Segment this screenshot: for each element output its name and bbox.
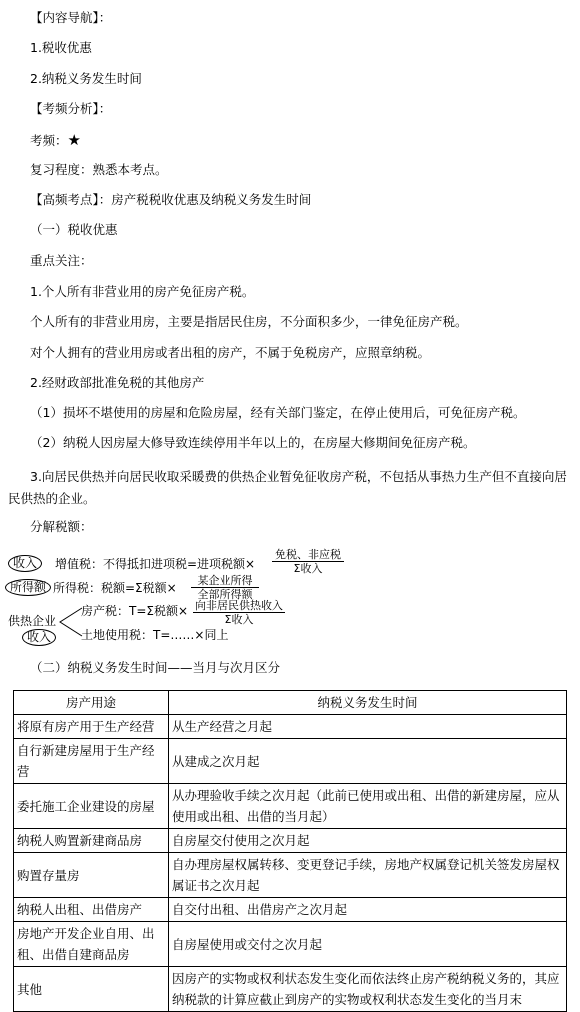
nav-item-2: 2.纳税义务发生时间 <box>30 71 142 86</box>
tax-obligation-table <box>13 690 567 1012</box>
land-tax-formula: 土地使用税：T=……×同上 <box>81 628 229 642</box>
table-header-usage: 房产用途 <box>14 691 169 715</box>
brace-icon <box>56 604 84 640</box>
freq-header: 【考频分析】： <box>30 101 112 116</box>
table-cell-time: 自办理房屋权属转移、变更登记手续，房地产权属登记机关签发房屋权属证书之次月起 <box>169 853 567 898</box>
table-cell-usage: 其他 <box>14 967 169 1012</box>
table-row <box>14 967 567 1012</box>
focus-label: 重点关注： <box>30 253 93 268</box>
star-icon: ★ <box>67 131 81 149</box>
table-row <box>14 829 567 853</box>
income-circle: 所得额 <box>5 579 51 596</box>
item2-title: 2.经财政部批准免税的其他房产 <box>30 375 205 390</box>
property-tax-numerator: 向非居民供热收入 <box>195 599 283 612</box>
table-row <box>14 739 567 784</box>
income-formula: 所得税：税额=Σ税额× <box>53 581 177 595</box>
table-cell-time: 因房产的实物或权利状态发生变化而依法终止房产税纳税义务的，其应纳税款的计算应截止到房产的实物或权利状态发生变化的当月末 <box>169 967 567 1012</box>
table-cell-usage: 纳税人购置新建商品房 <box>14 829 169 853</box>
freq-label: 考频： <box>30 133 68 148</box>
table-cell-time: 自房屋使用或交付之次月起 <box>169 922 567 967</box>
item3-text: 3.向居民供热并向居民收取采暖费的供热企业暂免征收房产税，不包括从事热力生产但不直接向居民供热的企业。 <box>8 469 567 506</box>
hot-point: 【高频考点】：房产税税收优惠及纳税义务发生时间 <box>30 192 312 207</box>
review-level: 复习程度：熟悉本考点。 <box>30 162 168 177</box>
item1-p2: 对个人拥有的营业用房或者出租的房产，不属于免税房产，应照章纳税。 <box>30 345 431 360</box>
item2-p1: （1）损坏不堪使用的房屋和危险房屋，经有关部门鉴定，在停止使用后，可免征房产税。 <box>30 405 526 420</box>
freq-line <box>30 131 81 150</box>
table-row <box>14 853 567 898</box>
vat-denominator: Σ收入 <box>293 562 323 575</box>
table-cell-time: 自交付出租、出借房产之次月起 <box>169 898 567 922</box>
nav-header: 【内容导航】： <box>30 10 112 25</box>
vat-fraction <box>272 548 344 575</box>
table-cell-usage: 购置存量房 <box>14 853 169 898</box>
table-row <box>14 898 567 922</box>
table-cell-time: 从建成之次月起 <box>169 739 567 784</box>
table-row <box>14 784 567 829</box>
table-cell-usage: 纳税人出租、出借房产 <box>14 898 169 922</box>
income-numerator: 某企业所得 <box>191 574 259 588</box>
item1-title: 1.个人所有非营业用的房产免征房产税。 <box>30 284 255 299</box>
table-row <box>14 715 567 739</box>
table-cell-usage: 委托施工企业建设的房屋 <box>14 784 169 829</box>
table-cell-usage: 房地产开发企业自用、出租、出借自建商品房 <box>14 922 169 967</box>
split-label: 分解税额： <box>30 519 93 534</box>
section1-title: （一）税收优惠 <box>30 222 118 237</box>
income-fraction <box>191 574 259 601</box>
item2-p2: （2）纳税人因房屋大修导致连续停用半年以上的，在房屋大修期间免征房产税。 <box>30 435 476 450</box>
section2-title: （二）纳税义务发生时间——当月与次月区分 <box>30 660 281 675</box>
vat-income-circle: 收入 <box>8 555 42 572</box>
property-tax-formula: 房产税：T=Σ税额× <box>81 604 189 618</box>
table-header-row <box>14 691 567 715</box>
table-cell-time: 从办理验收手续之次月起（此前已使用或出租、出借的新建房屋，应从使用或出租、出借的当月起） <box>169 784 567 829</box>
income-denominator: 全部所得额 <box>197 588 253 601</box>
vat-formula: 增值税：不得抵扣进项税=进项税额× <box>55 557 256 571</box>
table-cell-usage: 将原有房产用于生产经营 <box>14 715 169 739</box>
vat-numerator: 免税、非应税 <box>272 548 344 562</box>
item1-p1: 个人所有的非营业用房，主要是指居民住房，不分面积多少，一律免征房产税。 <box>30 314 468 329</box>
property-tax-denominator: Σ收入 <box>224 613 254 626</box>
table-row <box>14 922 567 967</box>
property-tax-fraction <box>193 599 285 626</box>
heat-income-circle: 收入 <box>22 629 56 646</box>
table-cell-time: 从生产经营之月起 <box>169 715 567 739</box>
nav-item-1: 1.税收优惠 <box>30 40 92 55</box>
table-header-time: 纳税义务发生时间 <box>169 691 567 715</box>
heat-enterprise-label: 供热企业 <box>8 614 57 628</box>
table-cell-usage: 自行新建房屋用于生产经营 <box>14 739 169 784</box>
table-cell-time: 自房屋交付使用之次月起 <box>169 829 567 853</box>
